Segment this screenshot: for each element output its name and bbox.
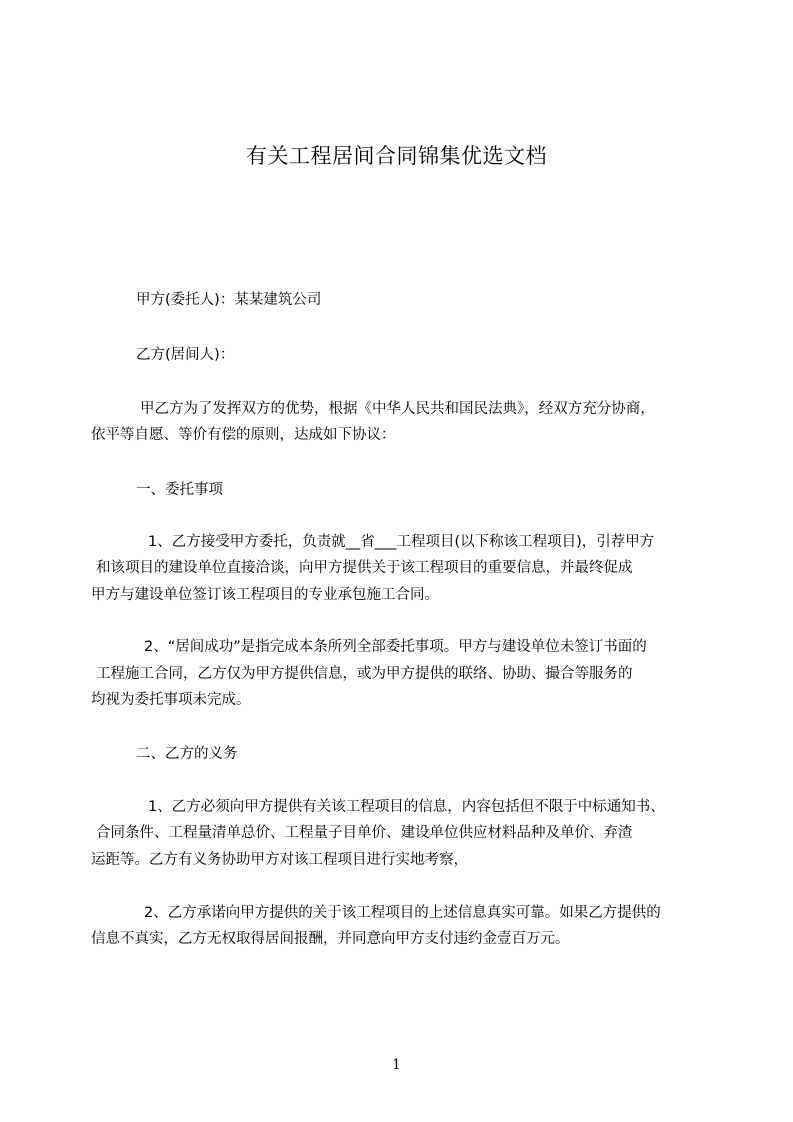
intro-line-2: 依平等自愿、等价有偿的原则，达成如下协议： bbox=[91, 427, 396, 443]
s1-item2-line-2: 工程施工合同，乙方仅为甲方提供信息，或为甲方提供的联络、协助、撮合等服务的 bbox=[96, 666, 633, 682]
s2-item2-line-1: 2、乙方承诺向甲方提供的关于该工程项目的上述信息真实可靠。如果乙方提供的 bbox=[144, 905, 661, 921]
s2-item1-line-1: 1、乙方必须向甲方提供有关该工程项目的信息，内容包括但不限于中标通知书、 bbox=[148, 799, 665, 815]
s1-item1-line-2: 和该项目的建设单位直接洽谈，向甲方提供关于该工程项目的重要信息，并最终促成 bbox=[96, 560, 633, 576]
s2-item1-line-3: 运距等。乙方有义务协助甲方对该工程项目进行实地考察， bbox=[91, 852, 468, 868]
page-number: 1 bbox=[392, 1057, 401, 1073]
s1-item1-line-3: 甲方与建设单位签订该工程项目的专业承包施工合同。 bbox=[91, 587, 439, 603]
section-heading-party-b-obligations: 二、乙方的义务 bbox=[136, 746, 238, 762]
intro-line-1: 甲乙方为了发挥双方的优势，根据《中华人民共和国民法典》，经双方充分协商， bbox=[140, 401, 655, 417]
s2-item2-line-2: 信息不真实，乙方无权取得居间报酬，并同意向甲方支付违约金壹百万元。 bbox=[91, 931, 570, 947]
document-title: 有关工程居间合同锦集优选文档 bbox=[246, 144, 547, 168]
section-heading-entrusted-matters: 一、委托事项 bbox=[136, 482, 223, 498]
party-a-line: 甲方(委托人)：某某建筑公司 bbox=[136, 292, 322, 308]
s1-item1-line-1: 1、乙方接受甲方委托，负责就__省___工程项目(以下称该工程项目)，引荐甲方 bbox=[148, 534, 655, 550]
s1-item2-line-1: 2、“居间成功”是指完成本条所列全部委托事项。甲方与建设单位未签订书面的 bbox=[144, 639, 647, 655]
s1-item2-line-3: 均视为委托事项未完成。 bbox=[91, 692, 251, 708]
s2-item1-line-2: 合同条件、工程量清单总价、工程量子目单价、建设单位供应材料品种及单价、弃渣 bbox=[96, 825, 633, 841]
party-b-line: 乙方(居间人)： bbox=[136, 347, 235, 363]
